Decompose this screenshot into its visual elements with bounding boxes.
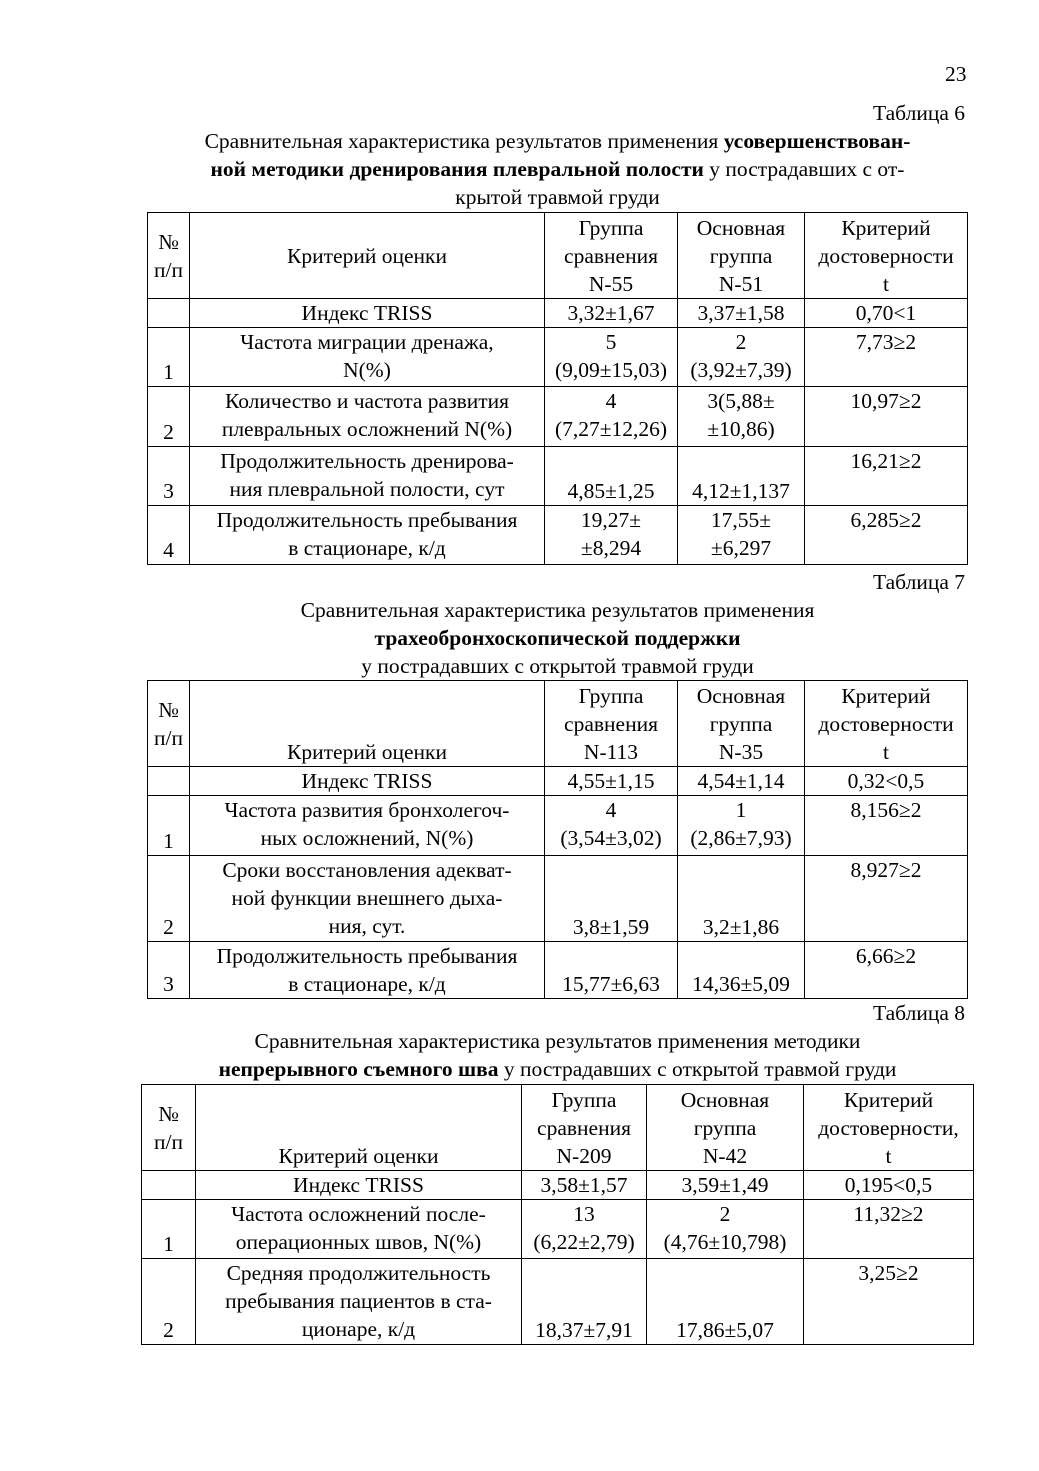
row-no: 1: [148, 328, 190, 387]
table-row: [148, 447, 968, 506]
row-group-comparison: 13 (6,22±2,79): [522, 1200, 647, 1259]
row-criterion: Продолжительность дренирова- ния плевральной полости, сут: [190, 447, 545, 506]
caption-text: Сравнительная характеристика результатов применения методики: [254, 1029, 861, 1053]
table-row: [148, 856, 968, 942]
row-group-main: 17,86±5,07: [647, 1259, 804, 1345]
row-group-comparison: 4,55±1,15: [545, 767, 678, 796]
page-number: 23: [945, 62, 967, 86]
row-no: 1: [142, 1200, 196, 1259]
header-no: № п/п: [148, 213, 190, 299]
row-no: [148, 767, 190, 796]
row-group-comparison: 18,37±7,91: [522, 1259, 647, 1345]
table-row: [148, 506, 968, 565]
table-row: [142, 1200, 974, 1259]
table-7: [147, 680, 968, 999]
caption-line: [140, 155, 975, 183]
header-group-comparison: Группа сравнения N-55: [545, 213, 678, 299]
row-criterion: Индекс TRISS: [190, 299, 545, 328]
table-8-caption: [140, 1027, 975, 1083]
caption-line: [140, 624, 975, 652]
row-no: [148, 299, 190, 328]
row-group-main: 4,12±1,137: [678, 447, 805, 506]
caption-line: [140, 596, 975, 624]
row-t-value: 0,70<1: [805, 299, 968, 328]
row-no: 2: [148, 856, 190, 942]
table-8: [141, 1084, 974, 1345]
table-row: [148, 767, 968, 796]
row-t-value: 8,156≥2: [805, 796, 968, 856]
row-group-main: 2 (4,76±10,798): [647, 1200, 804, 1259]
caption-bold-text: усовершенствован-: [723, 129, 911, 153]
row-t-value: 11,32≥2: [804, 1200, 974, 1259]
row-group-comparison: 4 (7,27±12,26): [545, 387, 678, 447]
row-criterion: Частота осложнений после- операционных швов, N(%): [196, 1200, 522, 1259]
row-criterion: Индекс TRISS: [190, 767, 545, 796]
caption-text: Сравнительная характеристика результатов применения: [300, 598, 815, 622]
table-6-caption: [140, 127, 975, 211]
row-t-value: 3,25≥2: [804, 1259, 974, 1345]
row-group-main: 3,37±1,58: [678, 299, 805, 328]
row-t-value: 6,66≥2: [805, 942, 968, 999]
table-8-label: Таблица 8: [873, 1001, 965, 1025]
caption-bold-text: ной методики дренирования плевральной полости: [210, 157, 704, 181]
table-6-label: Таблица 6: [873, 101, 965, 125]
row-no: 2: [142, 1259, 196, 1345]
caption-text: у пострадавших с открытой травмой груди: [361, 654, 754, 678]
header-no: № п/п: [148, 681, 190, 767]
row-criterion: Количество и частота развития плевральных осложнений N(%): [190, 387, 545, 447]
row-group-comparison: 3,8±1,59: [545, 856, 678, 942]
row-group-main: 2 (3,92±7,39): [678, 328, 805, 387]
row-t-value: 7,73≥2: [805, 328, 968, 387]
caption-bold-text: трахеобронхоскопической поддержки: [374, 626, 741, 650]
row-criterion: Продолжительность пребывания в стационаре, к/д: [190, 506, 545, 565]
row-criterion: Частота развития бронхолегоч- ных осложнений, N(%): [190, 796, 545, 856]
header-criterion: Критерий оценки: [190, 213, 545, 299]
caption-line: [140, 127, 975, 155]
row-group-main: 1 (2,86±7,93): [678, 796, 805, 856]
row-group-main: 17,55± ±6,297: [678, 506, 805, 565]
header-group-main: Основная группа N-42: [647, 1085, 804, 1171]
table-7-label: Таблица 7: [873, 570, 965, 594]
row-group-comparison: 15,77±6,63: [545, 942, 678, 999]
table-row: [148, 942, 968, 999]
header-group-main: Основная группа N-51: [678, 213, 805, 299]
row-criterion: Средняя продолжительность пребывания пациентов в ста- ционаре, к/д: [196, 1259, 522, 1345]
table-row: [142, 1259, 974, 1345]
table-row: [142, 1171, 974, 1200]
table-header-row: [148, 681, 968, 767]
caption-text: Сравнительная характеристика результатов применения: [204, 129, 724, 153]
row-group-comparison: 3,58±1,57: [522, 1171, 647, 1200]
header-group-main: Основная группа N-35: [678, 681, 805, 767]
row-t-value: 10,97≥2: [805, 387, 968, 447]
header-criterion: Критерий оценки: [190, 681, 545, 767]
row-t-value: 0,32<0,5: [805, 767, 968, 796]
row-group-main: 3,59±1,49: [647, 1171, 804, 1200]
header-t-criterion: Критерий достоверности t: [805, 213, 968, 299]
table-row: [148, 299, 968, 328]
row-criterion: Частота миграции дренажа, N(%): [190, 328, 545, 387]
caption-bold-text: непрерывного съемного шва: [218, 1057, 499, 1081]
table-row: [148, 387, 968, 447]
row-group-main: 3,2±1,86: [678, 856, 805, 942]
caption-line: [140, 1027, 975, 1055]
table-row: [148, 796, 968, 856]
row-group-main: 14,36±5,09: [678, 942, 805, 999]
header-group-comparison: Группа сравнения N-209: [522, 1085, 647, 1171]
row-group-comparison: 4,85±1,25: [545, 447, 678, 506]
table-row: [148, 328, 968, 387]
row-group-comparison: 4 (3,54±3,02): [545, 796, 678, 856]
caption-text: у пострадавших с открытой травмой груди: [498, 1057, 897, 1081]
row-no: 2: [148, 387, 190, 447]
caption-line: [140, 652, 975, 680]
row-group-main: 4,54±1,14: [678, 767, 805, 796]
row-no: [142, 1171, 196, 1200]
row-criterion: Продолжительность пребывания в стационаре, к/д: [190, 942, 545, 999]
row-no: 4: [148, 506, 190, 565]
row-group-comparison: 19,27± ±8,294: [545, 506, 678, 565]
table-header-row: [148, 213, 968, 299]
caption-line: [140, 183, 975, 211]
header-t-criterion: Критерий достоверности t: [805, 681, 968, 767]
row-t-value: 8,927≥2: [805, 856, 968, 942]
header-no: № п/п: [142, 1085, 196, 1171]
header-criterion: Критерий оценки: [196, 1085, 522, 1171]
header-t-criterion: Критерий достоверности, t: [804, 1085, 974, 1171]
row-t-value: 16,21≥2: [805, 447, 968, 506]
row-no: 3: [148, 942, 190, 999]
table-7-caption: [140, 596, 975, 680]
row-t-value: 6,285≥2: [805, 506, 968, 565]
row-no: 3: [148, 447, 190, 506]
row-group-comparison: 5 (9,09±15,03): [545, 328, 678, 387]
row-group-comparison: 3,32±1,67: [545, 299, 678, 328]
header-group-comparison: Группа сравнения N-113: [545, 681, 678, 767]
row-no: 1: [148, 796, 190, 856]
row-criterion: Индекс TRISS: [196, 1171, 522, 1200]
row-criterion: Сроки восстановления адекват- ной функции внешнего дыха- ния, сут.: [190, 856, 545, 942]
caption-text: крытой травмой груди: [455, 185, 660, 209]
table-header-row: [142, 1085, 974, 1171]
caption-line: [140, 1055, 975, 1083]
caption-text: у пострадавших с от-: [703, 157, 905, 181]
row-t-value: 0,195<0,5: [804, 1171, 974, 1200]
table-6: [147, 212, 968, 565]
row-group-main: 3(5,88± ±10,86): [678, 387, 805, 447]
